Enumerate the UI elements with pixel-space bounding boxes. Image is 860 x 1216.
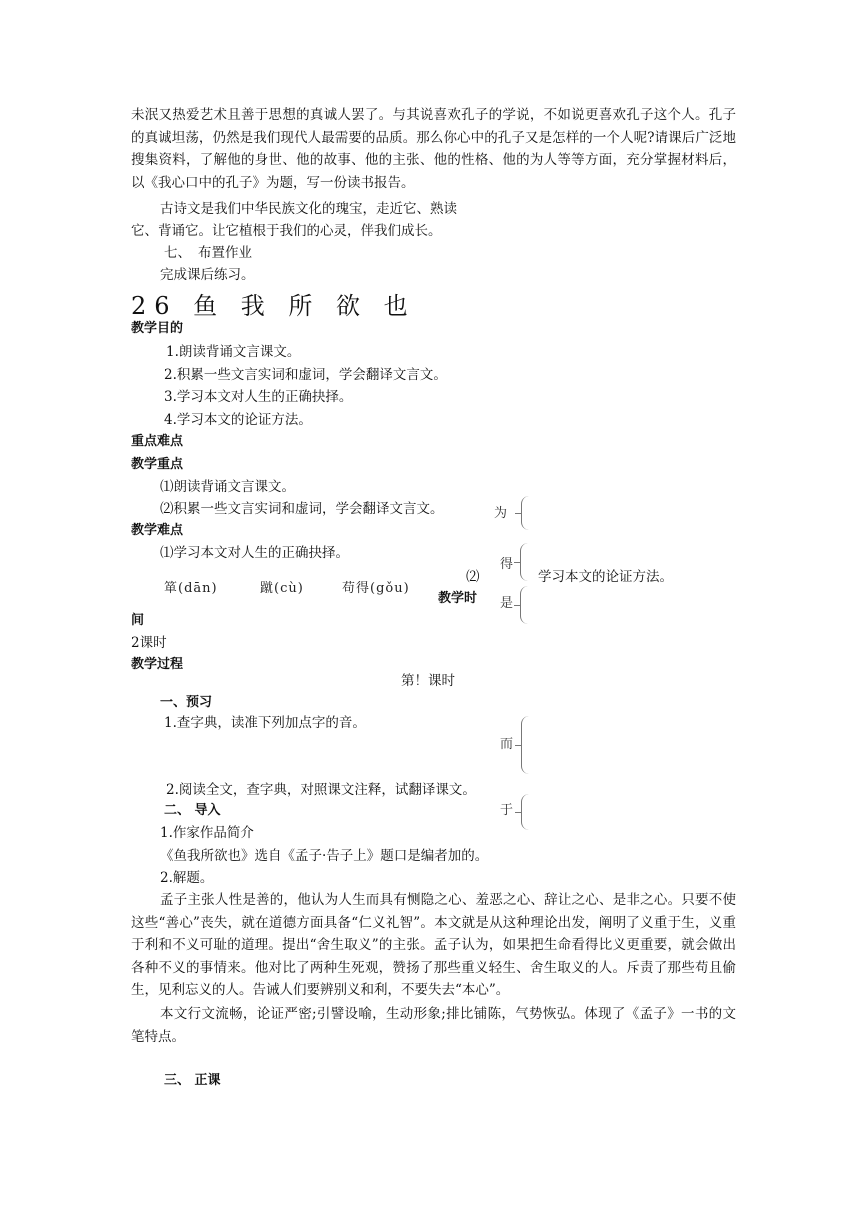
teaching-time-value: 2课时 (131, 635, 167, 651)
key-point-2: ⑵积累一些文言实词和虚词，学会翻译文言文。 (160, 501, 444, 517)
section-7-number: 七、 (164, 245, 191, 261)
glyph-wei: 为 (494, 506, 508, 521)
preview-item-2: 2.阅读全文，查字典，对照课文注释，试翻译课文。 (166, 782, 476, 798)
section-7-text: 完成课后练习。 (160, 267, 255, 283)
brace-shi (520, 586, 533, 624)
brace-wei (521, 496, 534, 530)
intro-paragraph: 未泯又热爱艺术且善于思想的真诚人罢了。与其说喜欢孔子的学说，不如说更喜欢孔子这个人。孔子的真诚坦荡，仍然是我们现代人最需要的品质。那么你心中的孔子又是怎样的一个人呢?请课后广泛地搜集资料，了解他的身世、他的故事、他的主张、他的性格、他的为人等等方面，充分掌握材料后，以《我心口中的孔子》为题，写一份读书报告。 (131, 107, 736, 191)
intro-item-1: 1.作家作品简介 (160, 825, 254, 841)
heading-key-difficult: 重点难点 (131, 434, 184, 449)
heading-process: 教学过程 (131, 657, 184, 672)
heading-teaching-time-part1: 教学时 (438, 591, 478, 606)
style-paragraph: 本文行文流畅，论证严密;引譬设喻，生动形象;排比铺陈，气势恢弘。体现了《孟子》一书的文笔特点。 (131, 1006, 736, 1045)
poem-line-2: 它、背诵它。让它植根于我们的心灵，伴我们成长。 (131, 223, 442, 239)
section-2-heading: 二、 导入 (164, 803, 221, 818)
objective-4-repeat: 学习本文的论证方法。 (538, 569, 673, 585)
objective-1: 1.朗读背诵文言课文。 (166, 344, 301, 360)
intro-item-1-text: 《鱼我所欲也》选自《孟子·告子上》题口是编者加的。 (160, 848, 489, 864)
glyph-er: 而 (500, 737, 514, 752)
glyph-yu: 于 (500, 803, 514, 818)
explanation-paragraph: 孟子主张人性是善的，他认为人生而具有恻隐之心、羞恶之心、辞让之心、是非之心。只要不使这些“善心”丧失，就在道德方面具备“仁义礼智”。本文就是从这种理论出发，阐明了义重于生，义重于利和不义可耻的道理。提出“舍生取义”的主张。孟子认为，如果把生命看得比义更重要，就会做出各种不义的事情来。他对比了两种生死观，赞扬了那些重义轻生、舍生取义的人。斥责了那些苟且偷生，见利忘义的人。告诫人们要辨别义和利，不要失去“本心”。 (131, 892, 736, 998)
heading-teaching-time-part2: 间 (131, 613, 145, 628)
section-3-heading: 三、 正课 (164, 1073, 221, 1088)
key-point-1: ⑴朗读背诵文言课文。 (160, 479, 295, 495)
glyph-shi: 是 (500, 596, 514, 611)
glyph-de: 得 (500, 557, 514, 572)
preview-item-1: 1.查字典，读准下列加点字的音。 (164, 715, 366, 731)
objective-4: 4.学习本文的论证方法。 (164, 412, 312, 428)
pinyin-dan: 箪(dān) (164, 581, 218, 596)
brace-yu (521, 794, 534, 830)
lesson-period-label: 第！课时 (401, 673, 455, 689)
difficulty-1: ⑴学习本文对人生的正确抉择。 (160, 545, 349, 561)
section-1-heading: 一、预习 (160, 695, 213, 710)
objective-2: 2.积累一些文言实词和虚词，学会翻译文言文。 (164, 367, 447, 383)
poem-line-1: 古诗文是我们中华民族文化的瑰宝，走近它、熟读 (160, 201, 457, 217)
pinyin-cu: 蹴(cù) (260, 581, 304, 596)
intro-item-2: 2.解题。 (160, 870, 214, 886)
brace-de (520, 543, 533, 581)
brace-er (521, 716, 534, 774)
pinyin-gou: 苟得(gǒu) (342, 581, 410, 596)
section-7-title: 布置作业 (198, 245, 252, 261)
heading-difficulties: 教学难点 (131, 523, 184, 538)
heading-objectives: 教学目的 (131, 321, 184, 336)
item-2-marker: ⑵ (466, 569, 480, 585)
lesson-title: 26 鱼 我 所 欲 也 (131, 292, 416, 320)
objective-3: 3.学习本文对人生的正确抉择。 (164, 389, 353, 405)
heading-key-points: 教学重点 (131, 457, 184, 472)
